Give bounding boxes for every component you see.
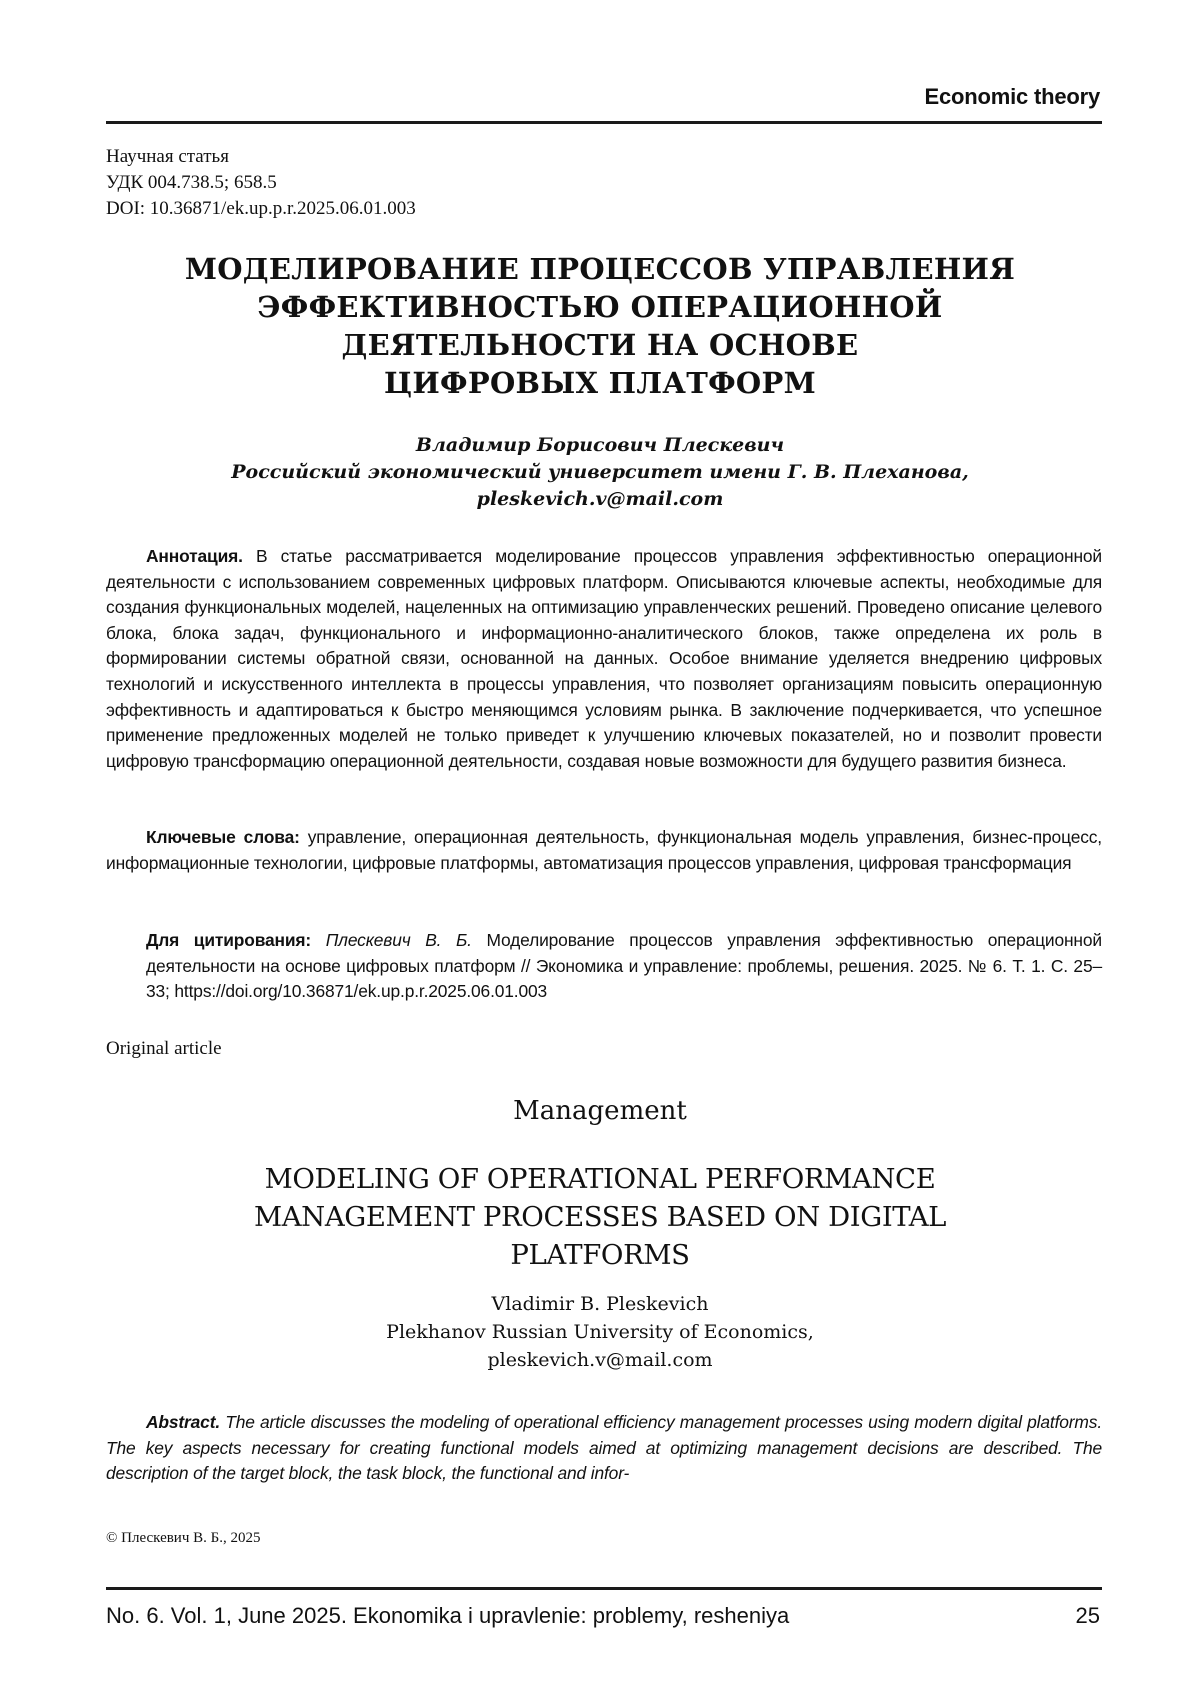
ru-author-email[interactable]: pleskevich.v@mail.com [476,488,724,510]
ru-title-line: ЦИФРОВЫХ ПЛАТФОРМ [384,366,816,400]
udc-code: УДК 004.738.5; 658.5 [106,172,277,193]
copyright-notice: © Плескевич В. Б., 2025 [106,1530,261,1546]
ru-abstract-label: Аннотация. [146,546,243,566]
en-affiliation: Plekhanov Russian University of Economics, [386,1321,814,1343]
en-title-line: MODELING OF OPERATIONAL PERFORMANCE [264,1163,936,1195]
ru-citation-author: Плескевич В. Б. [325,930,472,950]
footer-rule [106,1587,1102,1590]
doi[interactable]: DOI: 10.36871/ek.up.p.r.2025.06.01.003 [106,198,416,219]
en-author-block [100,1290,1100,1374]
page-number: 25 [1075,1603,1100,1628]
ru-citation-text: Моделирование процессов управления эффективностью операционной деятельности на основе цифровых платформ // Экономика и управление: проблемы, решения. 2025. № 6. Т. 1. С. 25–33; https://doi.org/10.36871/ek.up.p.r.2025.06.01.003 [146,930,1102,1002]
ru-article-title [150,250,1050,402]
ru-title-line: ДЕЯТЕЛЬНОСТИ НА ОСНОВЕ [341,328,859,362]
ru-title-line: МОДЕЛИРОВАНИЕ ПРОЦЕССОВ УПРАВЛЕНИЯ [184,252,1016,286]
en-article-title [120,1160,1080,1274]
en-author-name: Vladimir B. Pleskevich [491,1293,709,1315]
en-abstract [106,1410,1102,1487]
ru-citation [146,928,1102,1005]
en-title-line: MANAGEMENT PROCESSES BASED ON DIGITAL [253,1201,947,1233]
ru-title-line: ЭФФЕКТИВНОСТЬЮ ОПЕРАЦИОННОЙ [257,290,943,324]
ru-keywords-label: Ключевые слова: [146,827,300,847]
running-head-section: Economic theory [924,84,1100,109]
ru-abstract [106,544,1102,774]
ru-author-block [100,432,1100,513]
ru-keywords-text: управление, операционная деятельность, функциональная модель управления, бизнес-процесс, информационные технологии, цифровые платформы, автоматизация процессов управления, цифровая трансформация [106,827,1102,873]
header-rule [106,121,1102,124]
en-title-line: PLATFORMS [510,1239,690,1271]
en-article-type: Original article [106,1038,222,1059]
en-abstract-label: Abstract. [146,1412,221,1432]
ru-author-name: Владимир Борисович Плескевич [415,434,785,456]
article-type: Научная статья [106,146,229,167]
ru-affiliation: Российский экономический университет имени Г. В. Плеханова, [231,461,969,483]
ru-citation-label: Для цитирования: [146,930,312,950]
ru-abstract-text: В статье рассматривается моделирование процессов управления эффективностью операционной деятельности с использованием современных цифровых платформ. Описываются ключевые аспекты, необходимые для создания функциональных моделей, нацеленных на оптимизацию управленческих решений. Проведено описание целевого блока, блока задач, функционального и информационно-аналитического блоков, также определена их роль в формировании системы обратной связи, основанной на данных. Особое внимание уделяется внедрению цифровых технологий и искусственного интеллекта в процессы управления, что позволяет организациям повысить операционную эффективность и адаптироваться к быстро меняющимся условиям рынка. В заключение подчеркивается, что успешное применение предложенных моделей не только приведет к улучшению ключевых показателей, но и позволит провести цифровую трансформацию операционной деятельности, создавая новые возможности для будущего развития бизнеса. [106,546,1102,771]
footer-journal-info: No. 6. Vol. 1, June 2025. Ekonomika i upravlenie: problemy, resheniya [106,1603,790,1628]
ru-keywords [106,825,1102,876]
article-meta [106,144,416,222]
en-rubric: Management [513,1096,687,1126]
en-author-email[interactable]: pleskevich.v@mail.com [487,1349,713,1371]
en-abstract-text: The article discusses the modeling of operational efficiency management processes using modern digital platforms. The key aspects necessary for creating functional models aimed at optimizing management decisions are described. The description of the target block, the task block, the functional and infor- [106,1412,1102,1484]
